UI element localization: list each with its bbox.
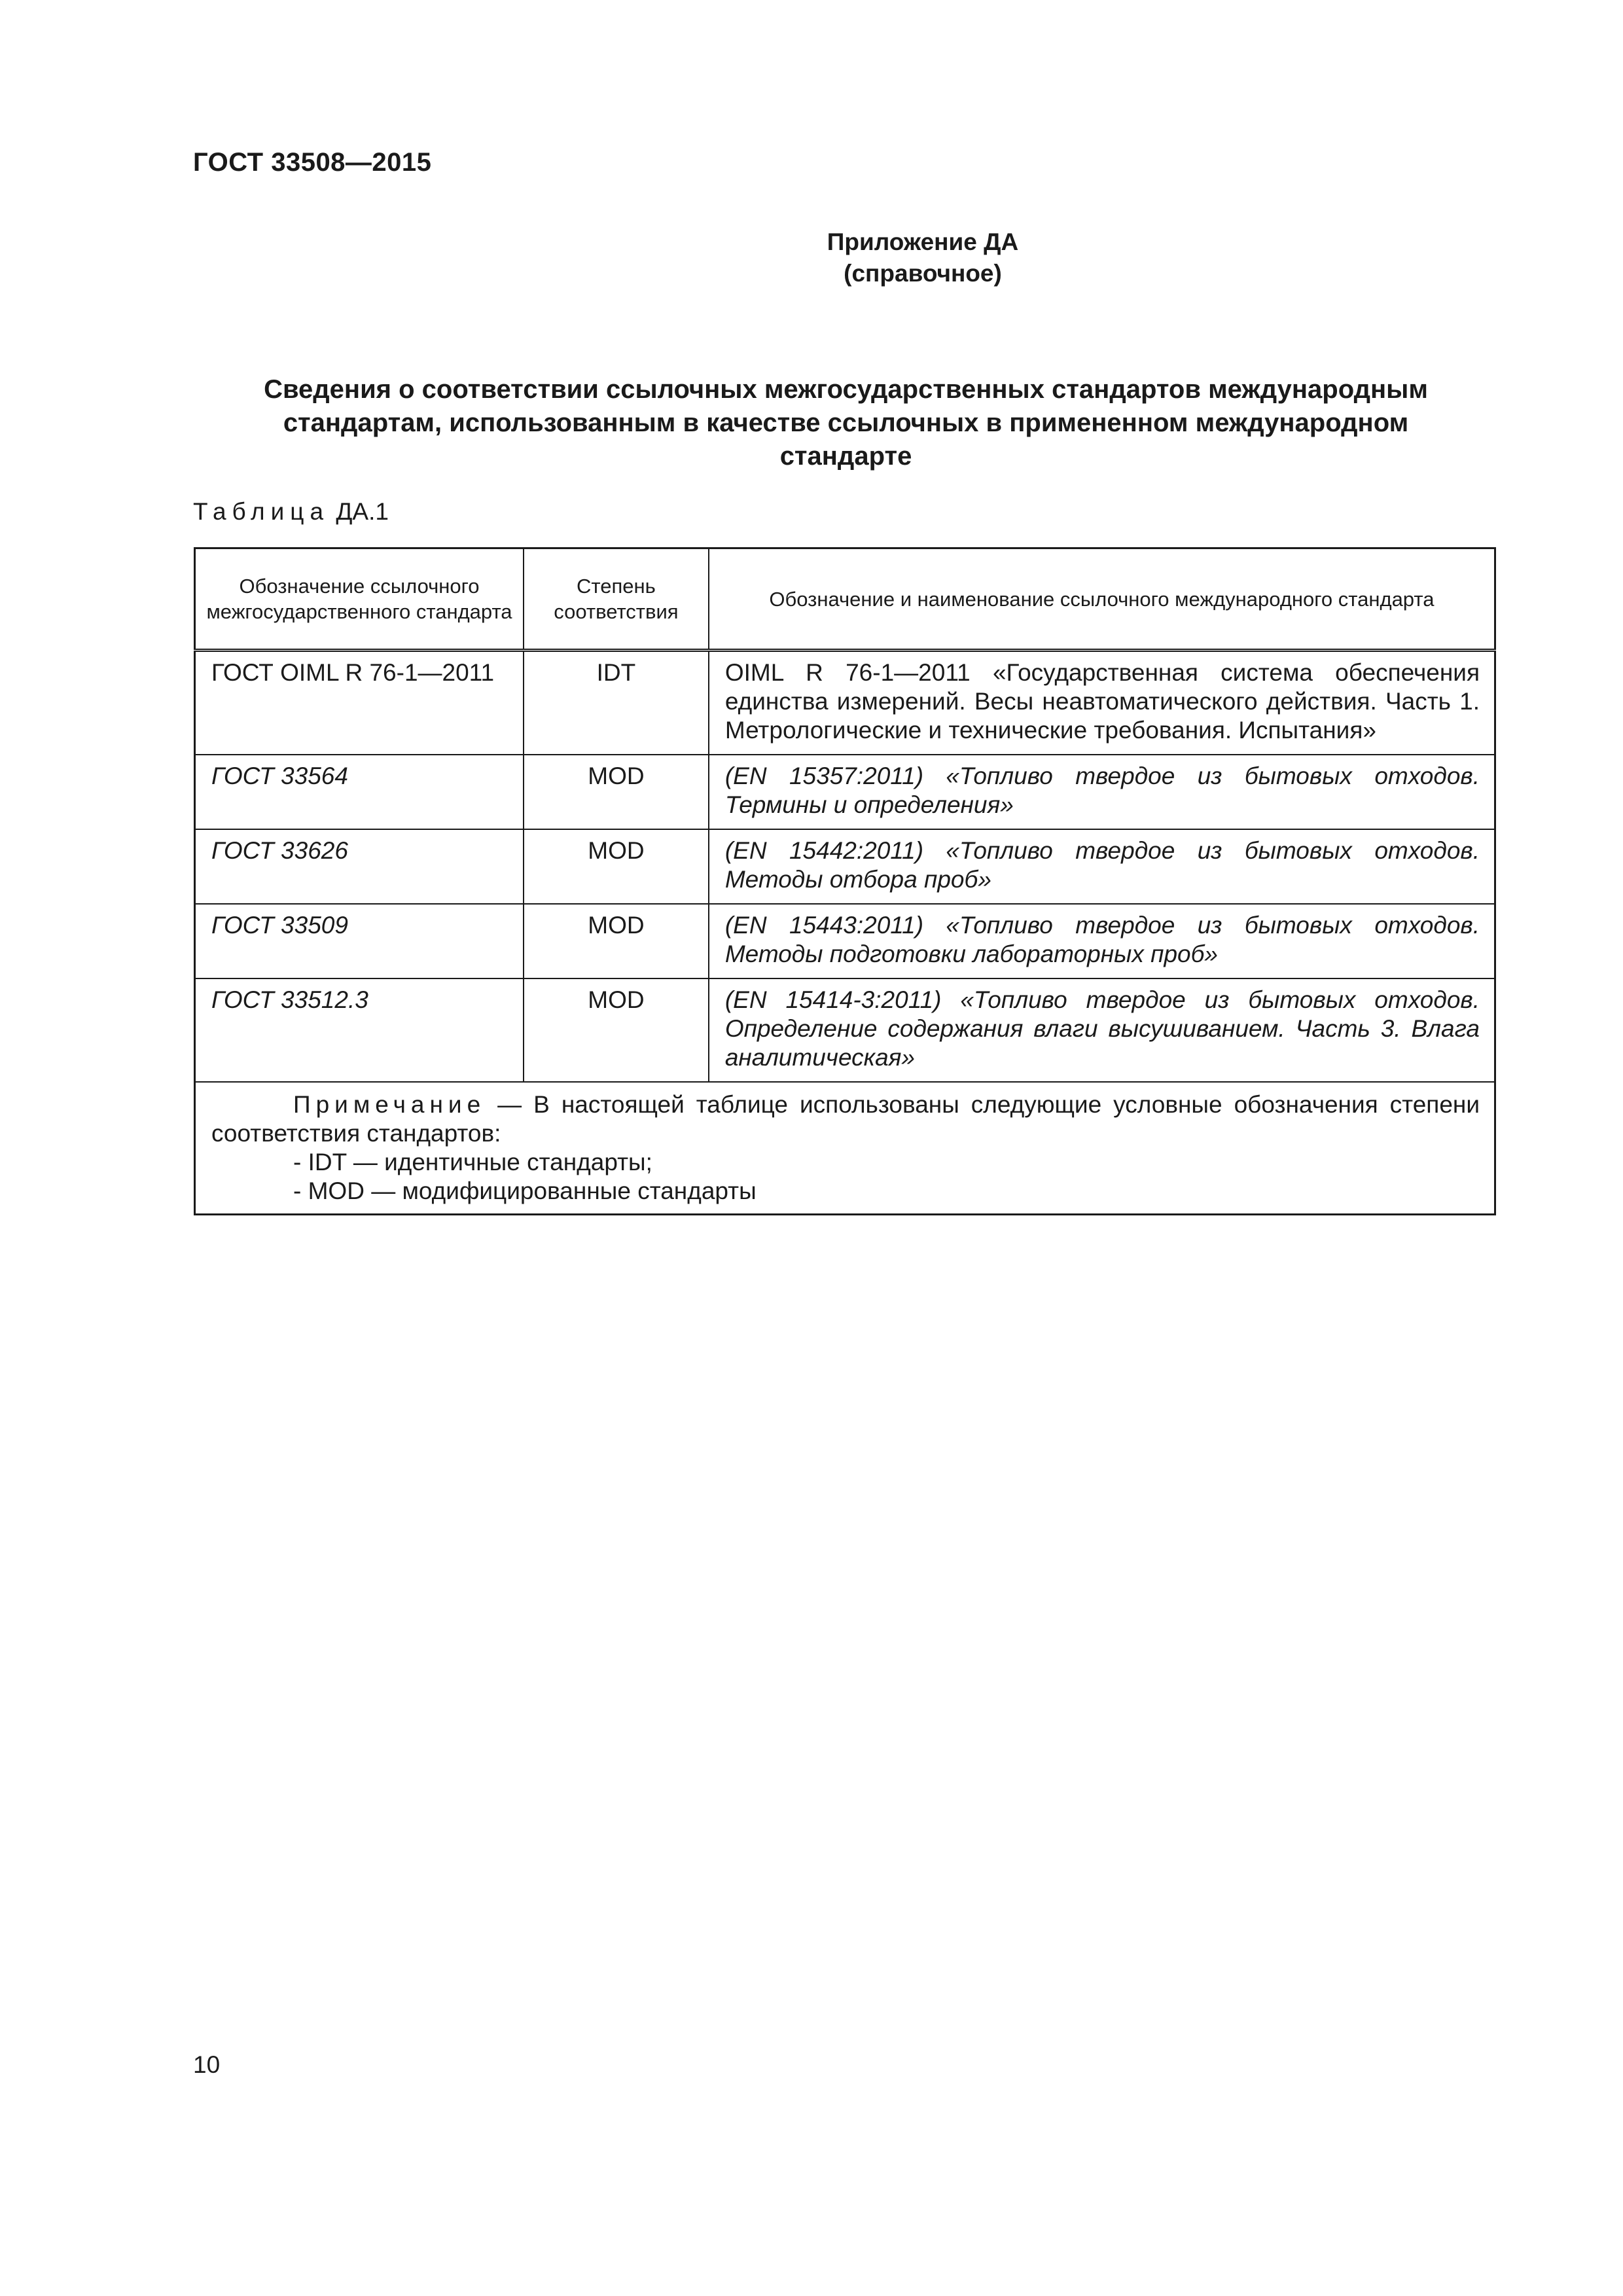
note-item-idt: - IDT — идентичные стандарты; [293, 1149, 652, 1175]
document-id: ГОСТ 33508—2015 [193, 148, 432, 177]
section-title-line-1: Сведения о соответствии ссылочных межгосударственных стандартов международным [264, 375, 1428, 404]
table-row [195, 904, 1495, 978]
table-caption-number: ДА.1 [336, 498, 389, 525]
table-row [195, 755, 1495, 829]
table-note-row [195, 1082, 1495, 1215]
cell-designation: ГОСТ 33564 [195, 755, 524, 829]
cell-international: (EN 15357:2011) «Топливо твердое из бытовых отходов. Термины и определения» [709, 755, 1495, 829]
page-number: 10 [193, 2051, 221, 2078]
column-header-designation: Обозначение ссылочного межгосударственного стандарта [195, 548, 524, 651]
cell-degree: MOD [524, 829, 709, 904]
cell-international: OIML R 76-1—2011 «Государственная система обеспечения единства измерений. Весы неавтоматического действия. Часть 1. Метрологические и технические требования. Испытания» [709, 651, 1495, 755]
table-caption-word: Таблица [193, 498, 330, 525]
table-caption [193, 498, 389, 526]
table-header-row [195, 548, 1495, 651]
cell-international: (EN 15442:2011) «Топливо твердое из бытовых отходов. Методы отбора проб» [709, 829, 1495, 904]
column-header-international: Обозначение и наименование ссылочного международного стандарта [709, 548, 1495, 651]
cell-designation: ГОСТ 33626 [195, 829, 524, 904]
cell-degree: MOD [524, 978, 709, 1082]
cell-degree: MOD [524, 755, 709, 829]
table-note [195, 1082, 1495, 1215]
cell-degree: IDT [524, 651, 709, 755]
cell-designation: ГОСТ OIML R 76-1—2011 [195, 651, 524, 755]
column-header-degree: Степень соответствия [524, 548, 709, 651]
cell-international: (EN 15414-3:2011) «Топливо твердое из бытовых отходов. Определение содержания влаги высушиванием. Часть 3. Влага аналитическая» [709, 978, 1495, 1082]
note-item-mod: - MOD — модифицированные стандарты [293, 1177, 757, 1204]
table-row [195, 651, 1495, 755]
note-text: — В настоящей таблице использованы следующие условные обозначения степени соответствия стандартов: [211, 1091, 1480, 1147]
cell-designation: ГОСТ 33512.3 [195, 978, 524, 1082]
section-title-line-2: стандартам, использованным в качестве ссылочных в примененном международном [283, 408, 1409, 437]
cell-designation: ГОСТ 33509 [195, 904, 524, 978]
appendix-title: Приложение ДА [827, 228, 1019, 255]
section-title [196, 373, 1495, 473]
appendix-heading [0, 226, 1623, 289]
cell-international: (EN 15443:2011) «Топливо твердое из бытовых отходов. Методы подготовки лабораторных проб» [709, 904, 1495, 978]
table-row [195, 829, 1495, 904]
section-title-line-3: стандарте [779, 442, 912, 471]
appendix-type: (справочное) [844, 260, 1002, 287]
correspondence-table [194, 547, 1496, 1215]
note-label: Примечание [293, 1091, 486, 1118]
cell-degree: MOD [524, 904, 709, 978]
table-row [195, 978, 1495, 1082]
